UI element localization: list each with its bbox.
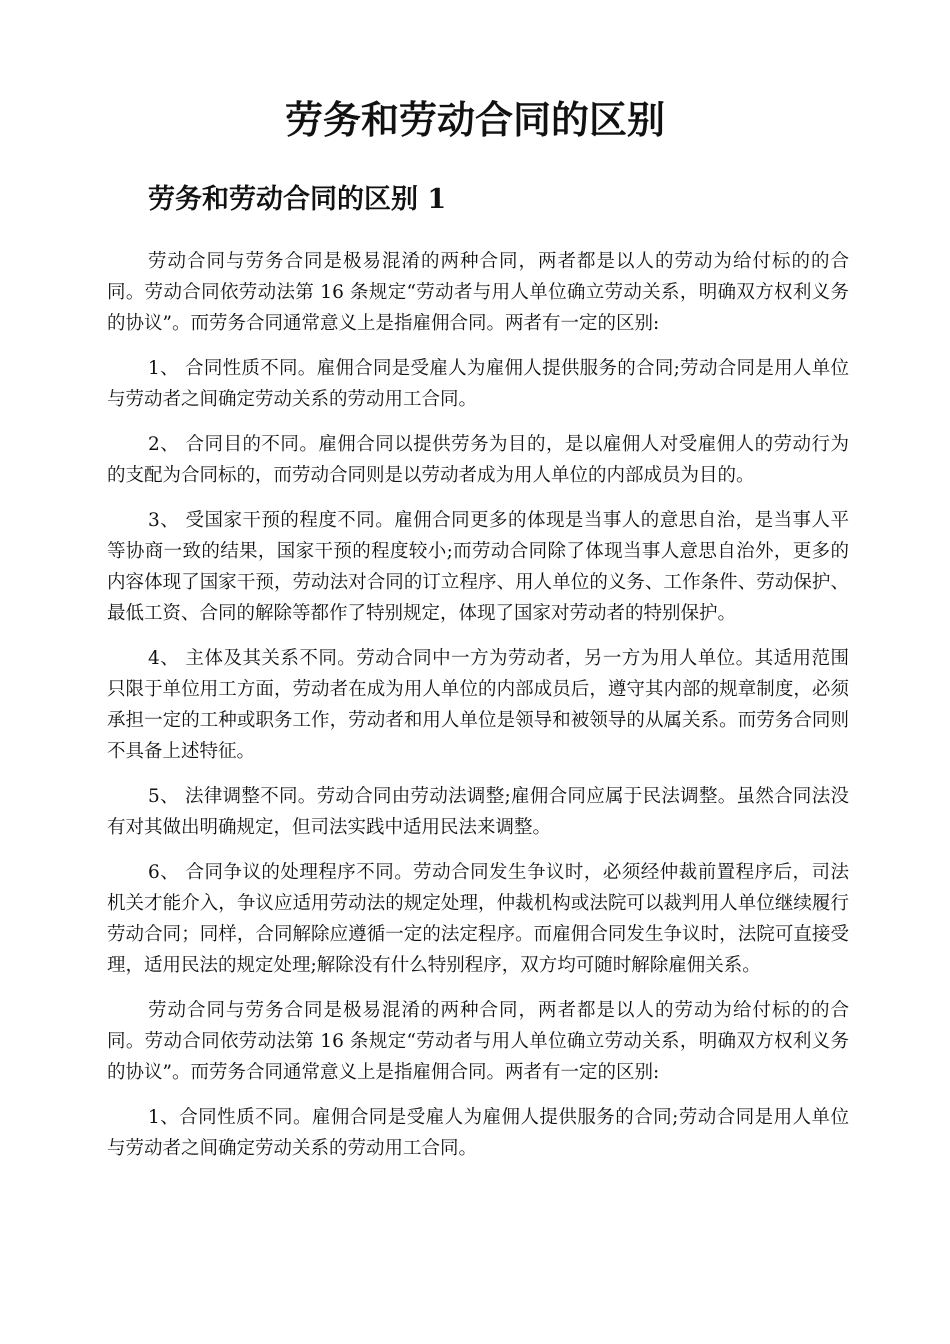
paragraph-intro: 劳动合同与劳务合同是极易混淆的两种合同，两者都是以人的劳动为给付标的的合同。劳动合同依劳动法第 16 条规定“劳动者与用人单位确立劳动关系，明确双方权利义务的协议”。而劳务合同通常意义上是指雇佣合同。两者有一定的区别: (107, 251, 849, 334)
document-title: 劳务和劳动合同的区别 (284, 97, 665, 142)
paragraph-point-5: 5、 法律调整不同。劳动合同由劳动法调整;雇佣合同应属于民法调整。虽然合同法没有对其做出明确规定，但司法实践中适用民法来调整。 (107, 786, 849, 838)
paragraph-point-1-repeat: 1、合同性质不同。雇佣合同是受雇人为雇佣人提供服务的合同;劳动合同是用人单位与劳动者之间确定劳动关系的劳动用工合同。 (107, 1107, 849, 1159)
paragraph-point-4: 4、 主体及其关系不同。劳动合同中一方为劳动者，另一方为用人单位。其适用范围只限于单位用工方面，劳动者在成为用人单位的内部成员后，遵守其内部的规章制度，必须承担一定的工种或职务工作，劳动者和用人单位是领导和被领导的从属关系。而劳务合同则不具备上述特征。 (107, 648, 849, 762)
paragraph-point-6: 6、 合同争议的处理程序不同。劳动合同发生争议时，必须经仲裁前置程序后，司法机关才能介入，争议应适用劳动法的规定处理，仲裁机构或法院可以裁判用人单位继续履行劳动合同；同样，合同解除应遵循一定的法定程序。而雇佣合同发生争议时，法院可直接受理，适用民法的规定处理;解除没有什么特别程序，双方均可随时解除雇佣关系。 (107, 862, 849, 976)
paragraph-intro-repeat: 劳动合同与劳务合同是极易混淆的两种合同，两者都是以人的劳动为给付标的的合同。劳动合同依劳动法第 16 条规定“劳动者与用人单位确立劳动关系，明确双方权利义务的协议”。而劳务合同通常意义上是指雇佣合同。两者有一定的区别: (107, 1000, 849, 1083)
section-heading: 劳务和劳动合同的区别 1 (148, 184, 447, 215)
paragraph-point-3: 3、 受国家干预的程度不同。雇佣合同更多的体现是当事人的意思自治，是当事人平等协商一致的结果，国家干预的程度较小;而劳动合同除了体现当事人意思自治外，更多的内容体现了国家干预，劳动法对合同的订立程序、用人单位的义务、工作条件、劳动保护、最低工资、合同的解除等都作了特别规定，体现了国家对劳动者的特别保护。 (107, 510, 849, 624)
paragraph-point-2: 2、 合同目的不同。雇佣合同以提供劳务为目的，是以雇佣人对受雇佣人的劳动行为的支配为合同标的，而劳动合同则是以劳动者成为用人单位的内部成员为目的。 (107, 434, 849, 486)
paragraph-point-1: 1、 合同性质不同。雇佣合同是受雇人为雇佣人提供服务的合同;劳动合同是用人单位与劳动者之间确定劳动关系的劳动用工合同。 (107, 358, 849, 410)
document-body (107, 246, 849, 1178)
